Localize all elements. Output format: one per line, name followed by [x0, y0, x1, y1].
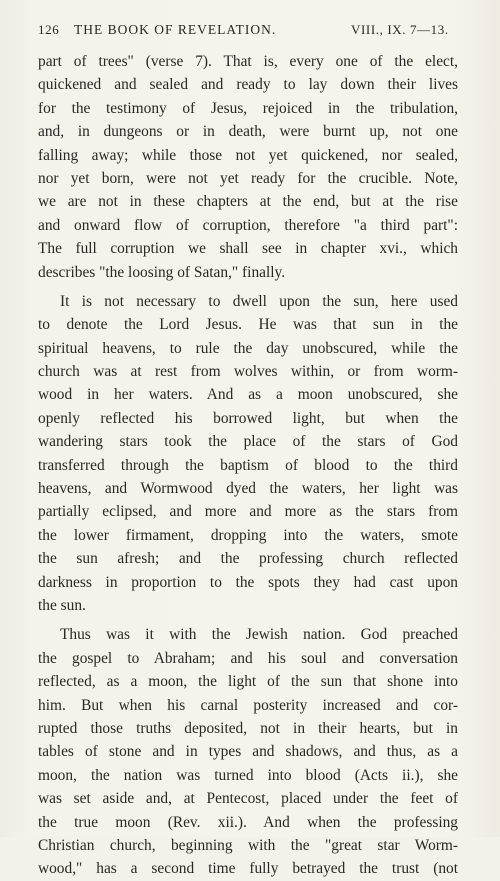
text-line: Thus was it with the Jewish nation. God preached [60, 626, 458, 644]
text-line: falling away; while those not yet quickened, nor sealed, [38, 146, 458, 164]
book-title: THE BOOK OF REVELATION. [74, 22, 277, 37]
text-line: rupted those truths deposited, not in their hearts, but in [38, 719, 458, 737]
text-line: partially eclipsed, and more and more as the stars from [38, 503, 458, 521]
text-line: heavens, and Wormwood dyed the waters, her light was [38, 480, 458, 498]
text-line: the gospel to Abraham; and his soul and conversation [38, 649, 458, 667]
text-line: darkness in proportion to the spots they had cast upon [38, 573, 458, 591]
text-line: him. But when his carnal posterity increased and cor- [38, 696, 458, 714]
text-line: tables of stone and in types and shadows, and thus, as a [38, 743, 458, 761]
text-line: for the testimony of Jesus, rejoiced in the tribulation, [38, 99, 458, 117]
running-head [38, 22, 458, 40]
text-line: and, in dungeons or in death, were burnt up, not one [38, 123, 458, 141]
text-line: we are not in these chapters at the end, but at the rise [38, 193, 458, 211]
paragraph-2 [38, 290, 458, 617]
text-line: to denote the Lord Jesus. He was that sun in the [38, 316, 458, 334]
text-line: It is not necessary to dwell upon the sun, here used [60, 292, 458, 310]
text-line: describes "the loosing of Satan," finally. [38, 263, 286, 281]
text-line: The full corruption we shall see in chapter xvi., which [38, 240, 458, 258]
text-line: transferred through the baptism of blood to the third [38, 456, 458, 474]
text-line: moon, the nation was turned into blood (Acts ii.), she [38, 766, 458, 784]
text-line: the sun. [38, 596, 86, 614]
text-line: was set aside and, at Pentecost, placed under the feet of [38, 790, 458, 808]
chapter-reference: VIII., IX. 7—13. [351, 22, 449, 37]
text-line: and onward flow of corruption, therefore "a third part": [38, 216, 458, 234]
text-line: church was at rest from wolves within, or from worm- [38, 363, 458, 381]
body-text [38, 50, 458, 881]
page-number: 126 [38, 22, 60, 37]
text-line: the lower firmament, dropping into the waters, smote [38, 526, 458, 544]
text-line: nor yet born, were not yet ready for the crucible. Note, [38, 169, 458, 187]
text-line: spiritual heavens, to rule the day unobscured, while the [38, 339, 458, 357]
text-line: wood," has a second time fully betrayed the trust (not [38, 860, 458, 878]
text-line: the true moon (Rev. xii.). And when the professing [38, 813, 458, 831]
text-line: reflected, as a moon, the light of the sun that shone into [38, 673, 458, 691]
text-line: openly reflected his borrowed light, but when the [38, 409, 458, 427]
text-line: wood in her waters. And as a moon unobscured, she [38, 386, 458, 404]
paragraph-1 [38, 50, 458, 284]
paragraph-3 [38, 623, 458, 880]
text-line: the sun afresh; and the professing church reflected [38, 550, 458, 568]
text-line: part of trees" (verse 7). That is, every one of the elect, [38, 53, 458, 70]
text-line: wandering stars took the place of the stars of God [38, 433, 458, 451]
text-line: quickened and sealed and ready to lay down their lives [38, 76, 458, 94]
text-line: Christian church, beginning with the "great star Worm- [38, 836, 458, 854]
